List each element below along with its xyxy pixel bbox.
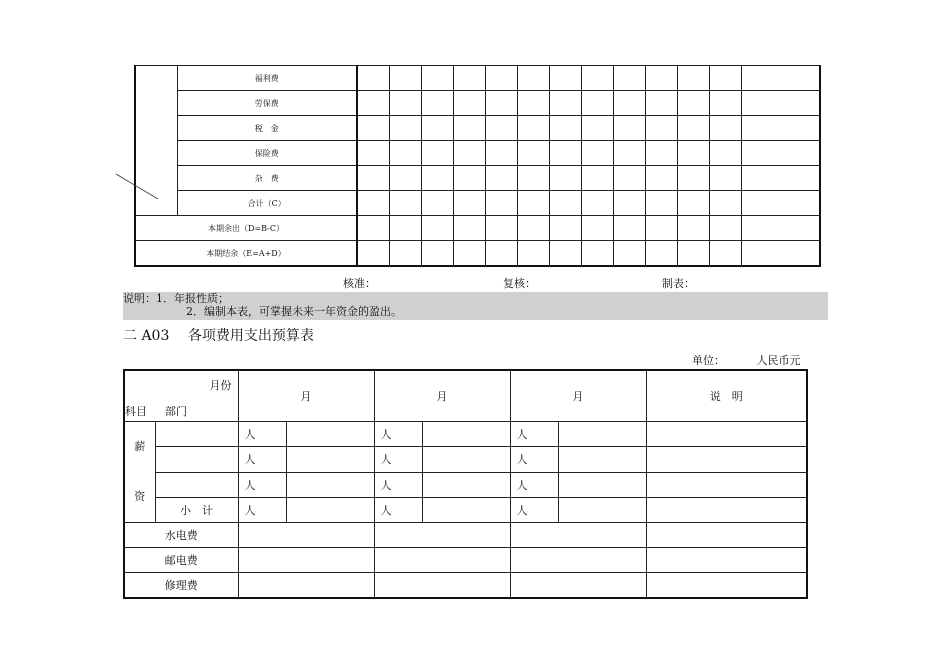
value-cell — [374, 548, 510, 573]
unit-value: 人民币元 — [756, 354, 801, 367]
blank-cell — [645, 141, 677, 166]
category-label: 杂 费 — [177, 166, 357, 191]
blank-cell — [581, 241, 613, 267]
value-cell — [558, 447, 646, 472]
person-cell: 人 — [238, 447, 286, 472]
month-label: 月份 — [209, 379, 232, 392]
blank-cell — [421, 166, 453, 191]
blank-cell — [741, 191, 820, 216]
blank-cell — [677, 191, 709, 216]
blank-cell — [421, 116, 453, 141]
blank-cell — [581, 216, 613, 241]
blank-cell — [357, 191, 389, 216]
salary-dept-cell — [155, 472, 238, 497]
blank-cell — [549, 216, 581, 241]
blank-cell — [485, 66, 517, 91]
blank-cell — [549, 191, 581, 216]
blank-cell — [389, 216, 421, 241]
value-cell — [510, 573, 646, 599]
row-label-repair: 修理费 — [124, 573, 238, 599]
remark-cell — [646, 422, 807, 447]
remark-cell — [646, 447, 807, 472]
value-cell — [422, 497, 510, 522]
blank-cell — [677, 216, 709, 241]
blank-cell — [741, 241, 820, 267]
person-cell: 人 — [510, 472, 558, 497]
blank-cell — [517, 91, 549, 116]
blank-cell — [485, 166, 517, 191]
blank-cell — [421, 216, 453, 241]
person-cell: 人 — [238, 422, 286, 447]
blank-cell — [741, 141, 820, 166]
blank-cell — [613, 116, 645, 141]
month-header-3: 月 — [510, 370, 646, 422]
review-label: 复核： — [503, 277, 536, 290]
blank-cell — [741, 66, 820, 91]
blank-cell — [357, 241, 389, 267]
prepare-label: 制表： — [662, 277, 695, 290]
blank-cell — [389, 166, 421, 191]
salary-dept-cell — [155, 447, 238, 472]
blank-cell — [421, 66, 453, 91]
month-header-1: 月 — [238, 370, 374, 422]
blank-cell — [421, 241, 453, 267]
category-label: 保险费 — [177, 141, 357, 166]
blank-cell — [549, 141, 581, 166]
blank-cell — [421, 91, 453, 116]
value-cell — [374, 573, 510, 599]
summary-label: 本期余出（D=B-C） — [135, 216, 357, 241]
blank-cell — [645, 166, 677, 191]
blank-cell — [677, 66, 709, 91]
person-cell: 人 — [510, 497, 558, 522]
blank-cell — [389, 241, 421, 267]
blank-cell — [709, 191, 741, 216]
value-cell — [510, 548, 646, 573]
blank-cell — [453, 241, 485, 267]
blank-cell — [677, 241, 709, 267]
unit-label-text: 单位： — [692, 354, 725, 367]
blank-cell — [485, 216, 517, 241]
value-cell — [558, 422, 646, 447]
person-cell: 人 — [238, 497, 286, 522]
person-cell: 人 — [374, 472, 422, 497]
blank-cell — [613, 191, 645, 216]
blank-cell — [389, 116, 421, 141]
blank-cell — [741, 166, 820, 191]
blank-cell — [549, 166, 581, 191]
approve-label: 核准： — [343, 277, 376, 290]
value-cell — [286, 447, 374, 472]
person-cell: 人 — [510, 447, 558, 472]
blank-cell — [517, 66, 549, 91]
blank-cell — [613, 141, 645, 166]
header-corner-cell — [124, 370, 238, 422]
value-cell — [558, 472, 646, 497]
blank-cell — [357, 116, 389, 141]
person-cell: 人 — [510, 422, 558, 447]
blank-cell — [453, 91, 485, 116]
salary-label-cell — [124, 422, 155, 523]
value-cell — [238, 523, 374, 548]
remark-cell — [646, 472, 807, 497]
blank-cell — [709, 141, 741, 166]
blank-cell — [741, 216, 820, 241]
blank-cell — [677, 166, 709, 191]
blank-cell — [709, 91, 741, 116]
blank-cell — [581, 116, 613, 141]
blank-cell — [645, 216, 677, 241]
value-cell — [286, 422, 374, 447]
row-label-postal: 邮电费 — [124, 548, 238, 573]
blank-cell — [517, 116, 549, 141]
value-cell — [422, 472, 510, 497]
blank-cell — [709, 241, 741, 267]
notes-box — [123, 292, 828, 320]
subtotal-label: 小 计 — [155, 497, 238, 522]
unit-label — [692, 352, 801, 368]
blank-cell — [613, 216, 645, 241]
blank-cell — [421, 141, 453, 166]
blank-cell — [645, 66, 677, 91]
remark-header: 说 明 — [646, 370, 807, 422]
blank-cell — [357, 216, 389, 241]
blank-cell — [645, 91, 677, 116]
expense-budget-table — [123, 369, 808, 599]
salary-label-top: 薪 — [134, 440, 146, 453]
blank-cell — [549, 66, 581, 91]
blank-cell — [453, 166, 485, 191]
blank-cell — [709, 216, 741, 241]
blank-cell — [677, 116, 709, 141]
blank-cell — [485, 91, 517, 116]
blank-cell — [517, 241, 549, 267]
blank-cell — [517, 141, 549, 166]
summary-label: 本期结余（E=A+D） — [135, 241, 357, 267]
blank-cell — [389, 66, 421, 91]
salary-label-bottom: 资 — [134, 490, 146, 503]
blank-cell — [613, 166, 645, 191]
value-cell — [422, 447, 510, 472]
blank-cell — [709, 116, 741, 141]
blank-cell — [581, 66, 613, 91]
blank-cell — [389, 191, 421, 216]
blank-cell — [389, 141, 421, 166]
blank-cell — [581, 191, 613, 216]
value-cell — [286, 472, 374, 497]
category-label: 合计（C） — [177, 191, 357, 216]
blank-cell — [709, 166, 741, 191]
blank-cell — [453, 66, 485, 91]
salary-dept-cell — [155, 422, 238, 447]
blank-cell — [677, 91, 709, 116]
value-cell — [558, 497, 646, 522]
blank-cell — [613, 66, 645, 91]
section-title: 二 A03 各项费用支出预算表 — [123, 328, 314, 344]
dept-label: 部门 — [165, 405, 187, 418]
blank-cell — [357, 141, 389, 166]
value-cell — [238, 573, 374, 599]
blank-cell — [389, 91, 421, 116]
person-cell: 人 — [374, 497, 422, 522]
blank-cell — [485, 116, 517, 141]
person-cell: 人 — [374, 422, 422, 447]
category-label: 税 金 — [177, 116, 357, 141]
blank-cell — [485, 141, 517, 166]
upper-budget-table — [134, 65, 821, 267]
blank-cell — [453, 191, 485, 216]
blank-cell — [517, 216, 549, 241]
blank-cell — [357, 66, 389, 91]
blank-cell — [421, 191, 453, 216]
blank-cell — [357, 91, 389, 116]
blank-cell — [613, 241, 645, 267]
blank-cell — [645, 116, 677, 141]
blank-cell — [581, 91, 613, 116]
blank-cell — [453, 216, 485, 241]
remark-cell — [646, 548, 807, 573]
blank-cell — [549, 91, 581, 116]
blank-cell — [645, 191, 677, 216]
blank-cell — [613, 91, 645, 116]
blank-cell — [549, 116, 581, 141]
subject-label: 科目 — [125, 405, 147, 418]
value-cell — [374, 523, 510, 548]
person-cell: 人 — [238, 472, 286, 497]
remark-cell — [646, 523, 807, 548]
note-line-2: 2．编制本表，可掌握未来一年资金的盈出。 — [186, 305, 402, 318]
blank-cell — [453, 141, 485, 166]
diagonal-line — [114, 172, 160, 202]
blank-cell — [485, 241, 517, 267]
person-cell: 人 — [374, 447, 422, 472]
value-cell — [510, 523, 646, 548]
blank-cell — [709, 66, 741, 91]
remark-cell — [646, 497, 807, 522]
value-cell — [422, 422, 510, 447]
blank-cell — [581, 141, 613, 166]
blank-cell — [677, 141, 709, 166]
blank-cell — [517, 166, 549, 191]
blank-cell — [357, 166, 389, 191]
value-cell — [286, 497, 374, 522]
note-line-1: 说明：1．年报性质； — [123, 292, 229, 305]
blank-cell — [581, 166, 613, 191]
category-label: 福利费 — [177, 66, 357, 91]
row-label-utilities: 水电费 — [124, 523, 238, 548]
blank-cell — [549, 241, 581, 267]
blank-cell — [741, 116, 820, 141]
value-cell — [238, 548, 374, 573]
blank-cell — [453, 116, 485, 141]
blank-cell — [517, 191, 549, 216]
month-header-2: 月 — [374, 370, 510, 422]
blank-cell — [485, 191, 517, 216]
category-label: 劳保费 — [177, 91, 357, 116]
blank-cell — [645, 241, 677, 267]
blank-cell — [741, 91, 820, 116]
remark-cell — [646, 573, 807, 599]
